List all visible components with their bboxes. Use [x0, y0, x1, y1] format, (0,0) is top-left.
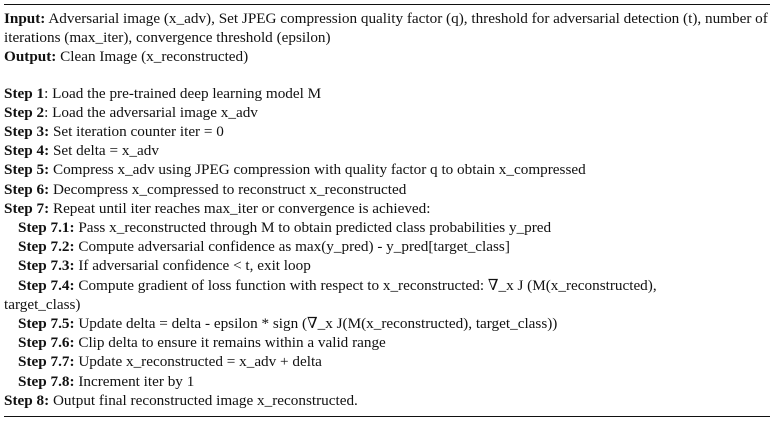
spacer: [4, 67, 770, 84]
step-5: [4, 160, 770, 179]
output-key: Output:: [4, 48, 57, 66]
step-text: Repeat until iter reaches max_iter or convergence is achieved:: [49, 199, 431, 217]
step-4: [4, 141, 770, 160]
step-7-5: [4, 314, 770, 333]
step-text: Decompress x_compressed to reconstruct x_reconstructed: [49, 180, 407, 198]
substep-key: Step 7.4:: [18, 276, 75, 294]
step-key: Step 7:: [4, 199, 50, 217]
step-7-7: [4, 352, 770, 371]
step-key: Step 1: [4, 84, 45, 102]
step-text: Compress x_adv using JPEG compression with quality factor q to obtain x_compressed: [49, 161, 586, 179]
step-text: Output final reconstructed image x_reconstructed.: [49, 391, 358, 409]
step-text: : Load the pre-trained deep learning model M: [44, 84, 322, 102]
input-line: [4, 9, 770, 47]
step-6: [4, 180, 770, 199]
substep-text: Increment iter by 1: [74, 372, 195, 390]
step-text: : Load the adversarial image x_adv: [44, 103, 258, 121]
step-text: Set delta = x_adv: [49, 142, 159, 160]
substep-key: Step 7.1:: [18, 219, 75, 237]
substep-text: Clip delta to ensure it remains within a valid range: [74, 334, 386, 352]
step-key: Step 5:: [4, 161, 50, 179]
substep-text: target_class): [4, 295, 81, 313]
step-text: Set iteration counter iter = 0: [49, 123, 224, 141]
step-key: Step 6:: [4, 180, 50, 198]
step-key: Step 4:: [4, 142, 50, 160]
substep-key: Step 7.7:: [18, 353, 75, 371]
step-7-2: [4, 237, 770, 256]
step-7: [4, 199, 770, 218]
substep-key: Step 7.8:: [18, 372, 75, 390]
step-7-8: [4, 372, 770, 391]
output-line: [4, 47, 770, 66]
input-key: Input:: [4, 10, 46, 27]
step-3: [4, 122, 770, 141]
step-7-1: [4, 218, 770, 237]
step-key: Step 3:: [4, 123, 50, 141]
step-7-6: [4, 333, 770, 352]
step-7-4-continued: [4, 295, 770, 314]
substep-text: Compute gradient of loss function with respect to x_reconstructed: ∇_x J (M(x_reconstructed),: [74, 276, 657, 294]
step-key: Step 8:: [4, 391, 50, 409]
substep-key: Step 7.6:: [18, 334, 75, 352]
bottom-rule: [4, 416, 770, 417]
substep-text: Compute adversarial confidence as max(y_pred) - y_pred[target_class]: [74, 238, 510, 256]
step-1: [4, 84, 770, 103]
substep-text: Pass x_reconstructed through M to obtain predicted class probabilities y_pred: [74, 219, 552, 237]
substep-text: Update x_reconstructed = x_adv + delta: [74, 353, 322, 371]
substep-key: Step 7.2:: [18, 238, 75, 256]
step-2: [4, 103, 770, 122]
substep-text: If adversarial confidence < t, exit loop: [74, 257, 311, 275]
step-8: [4, 391, 770, 410]
step-7-4: [4, 276, 770, 295]
substep-key: Step 7.3:: [18, 257, 75, 275]
input-text: Adversarial image (x_adv), Set JPEG compression quality factor (q), threshold for adversarial detection (t), number of iterations (max_iter), convergence threshold (epsilon): [4, 10, 768, 47]
output-text: Clean Image (x_reconstructed): [56, 48, 249, 66]
algorithm-block: [4, 9, 770, 410]
step-7-3: [4, 256, 770, 275]
top-rule: [4, 4, 770, 5]
step-key: Step 2: [4, 103, 45, 121]
substep-key: Step 7.5:: [18, 315, 75, 333]
substep-text: Update delta = delta - epsilon * sign (∇_x J(M(x_reconstructed), target_class)): [74, 315, 558, 333]
